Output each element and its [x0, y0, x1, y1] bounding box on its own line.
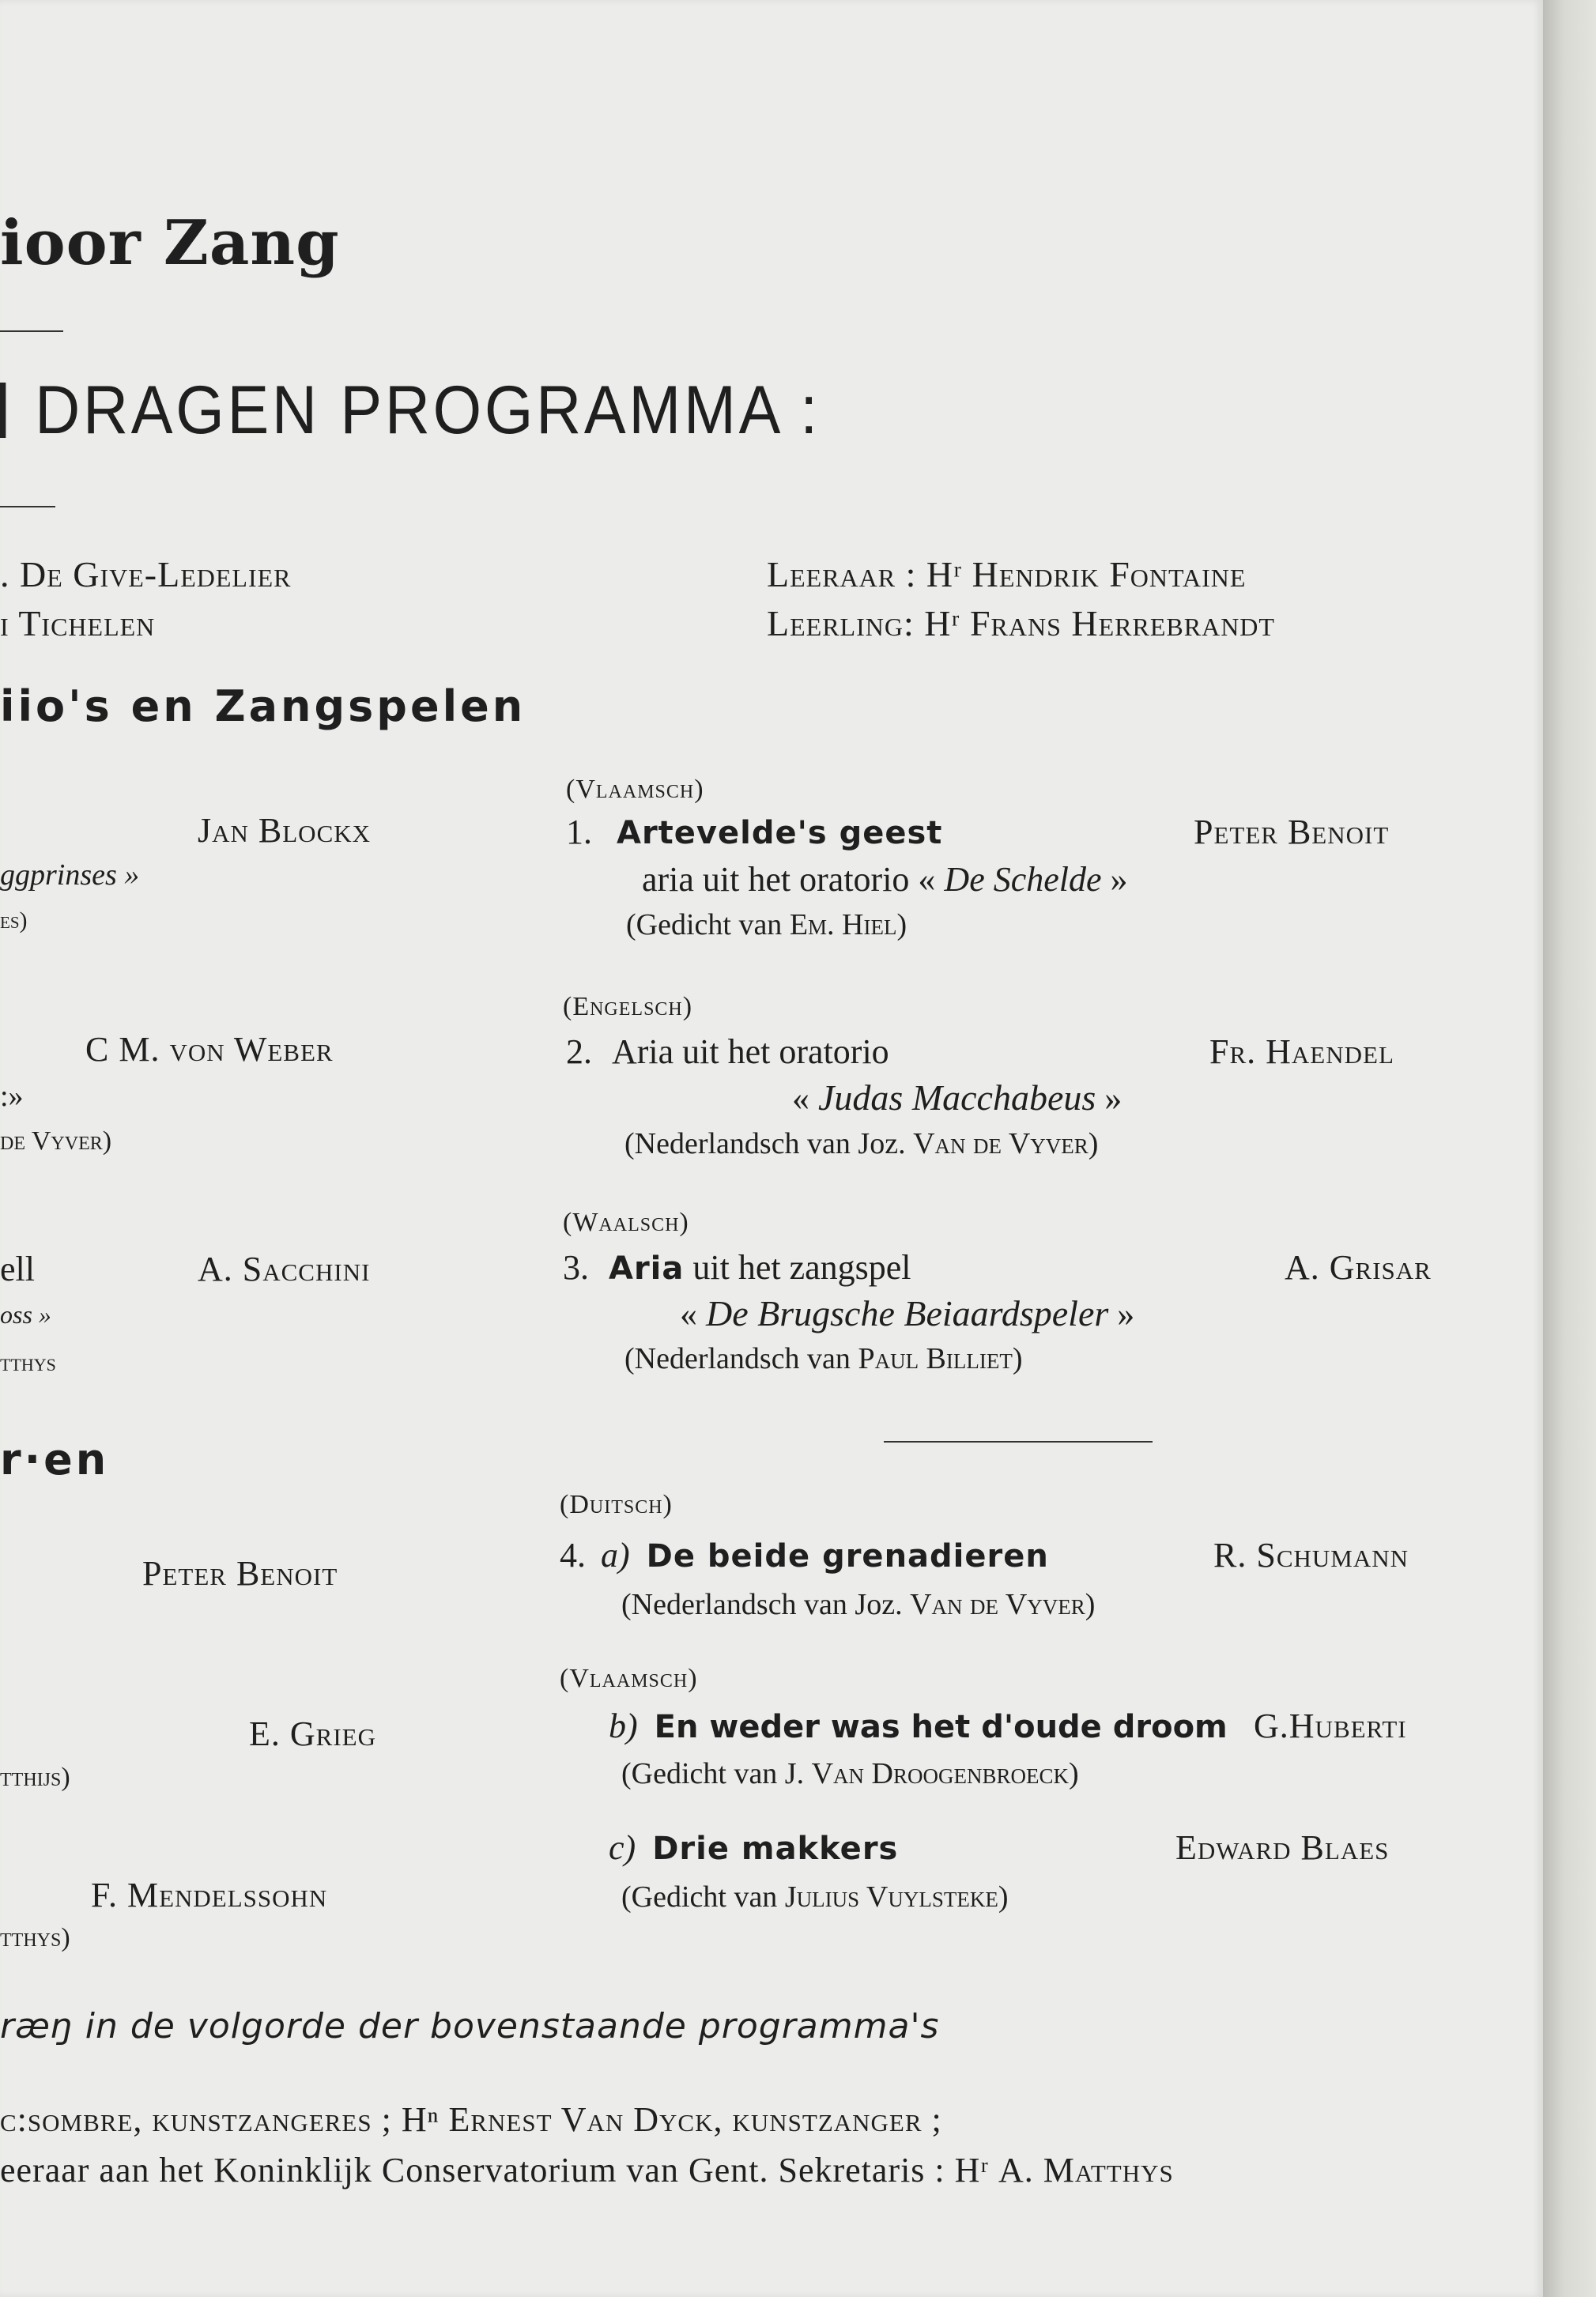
footer-line-2	[0, 2150, 1174, 2190]
item-2-number: 2.	[566, 1032, 592, 1071]
left-composer-4: Peter Benoit	[142, 1554, 338, 1593]
item-4b-credit-pre: (Gedicht van J.	[621, 1757, 805, 1790]
item-4b-title: En weder was het d'oude droom	[654, 1709, 1228, 1745]
item-3-credit-name: Paul Billiet)	[858, 1342, 1023, 1375]
item-3-subtitle	[680, 1292, 1134, 1334]
item-2-credit	[624, 1126, 1098, 1161]
item-4b-credit	[621, 1756, 1079, 1791]
left-composer-5: E. Grieg	[249, 1714, 376, 1753]
item-4a-letter: a)	[601, 1536, 630, 1575]
item-2-subtitle	[792, 1077, 1122, 1118]
item-1-sub-pre: aria uit het oratorio «	[642, 860, 936, 899]
item-2-sub-pre: «	[792, 1079, 809, 1118]
left-sub-2: :»	[0, 1080, 24, 1113]
item-3-sub-title: De Brugsche Beiaardspeler	[706, 1293, 1109, 1333]
left-note-5: tthijs)	[0, 1763, 70, 1792]
item-3-sub-pre: «	[680, 1295, 697, 1333]
section-heading-zang: ioor Zang	[0, 207, 340, 279]
item-4a-title: De beide grenadieren	[646, 1538, 1049, 1575]
left-note-2: de Vyver)	[0, 1126, 112, 1156]
item-4c-credit-pre: (Gedicht van	[621, 1880, 778, 1914]
item-4b-letter: b)	[609, 1707, 638, 1745]
section-heading-liederen: r·en	[0, 1435, 110, 1484]
item-1-title-line	[566, 812, 942, 852]
left-note-3: tthys	[0, 1348, 56, 1376]
item-1-sub-title: De Schelde	[944, 860, 1102, 899]
item-4a-credit-name: Van de Vyver)	[910, 1588, 1096, 1621]
item-4a-composer: R. Schumann	[1213, 1536, 1409, 1575]
order-note: ræŋ in de volgorde der bovenstaande programma's	[0, 2006, 940, 2046]
left-composer-6: F. Mendelssohn	[91, 1876, 328, 1914]
faculty-right-1: Leeraar : Hʳ Hendrik Fontaine	[767, 554, 1247, 594]
item-4b-language: (Vlaamsch)	[560, 1664, 698, 1693]
left-composer-3: A. Sacchini	[198, 1250, 371, 1288]
left-sub-1: ggprinses »	[0, 858, 140, 892]
programma-heading	[0, 372, 821, 450]
item-2-title: Aria uit het oratorio	[612, 1032, 889, 1071]
left-composer-1: Jan Blockx	[198, 811, 372, 850]
item-1-subtitle	[642, 859, 1128, 900]
item-4a-credit-pre: (Nederlandsch van Joz.	[621, 1588, 903, 1621]
footer-line-2-text: eeraar aan het Koninklijk Conservatorium van Gent. Sekretaris : Hʳ	[0, 2151, 989, 2190]
left-note-1: es)	[0, 907, 28, 934]
item-3-title: uit het zangspel	[692, 1248, 911, 1287]
heading-rule	[0, 330, 63, 332]
item-4a-credit	[621, 1587, 1095, 1622]
heading-rule-2	[0, 506, 55, 507]
footer-secretary-name: A. Matthys	[998, 2151, 1174, 2190]
item-4c-title-line	[609, 1827, 898, 1868]
left-note-6: tthys)	[0, 1923, 70, 1952]
item-3-title-bold: Aria	[609, 1250, 685, 1287]
section-heading-zangspelen: iio's en Zangspelen	[0, 681, 526, 731]
item-2-credit-pre: (Nederlandsch van Joz.	[624, 1127, 906, 1160]
faculty-right-2: Leerling: Hʳ Frans Herrebrandt	[767, 603, 1275, 643]
item-4b-title-line	[609, 1706, 1228, 1746]
item-1-number: 1.	[566, 813, 592, 851]
item-4a-title-line	[560, 1535, 1049, 1575]
item-1-credit-name: Em. Hiel)	[789, 908, 907, 941]
item-1-sub-post: »	[1110, 860, 1128, 899]
cut-letter-mark	[0, 383, 6, 438]
item-2-language: (Engelsch)	[563, 992, 693, 1021]
item-3-title-line	[563, 1247, 911, 1288]
item-2-sub-title: Judas Macchabeus	[818, 1077, 1096, 1118]
programma-heading-text: DRAGEN PROGRAMMA :	[35, 372, 821, 448]
item-2-sub-post: »	[1104, 1079, 1122, 1118]
left-composer-2: C M. von Weber	[85, 1030, 334, 1069]
faculty-left-2: ı Tichelen	[0, 603, 156, 643]
item-2-title-line	[566, 1032, 889, 1072]
item-3-language: (Waalsch)	[563, 1208, 689, 1237]
item-4b-composer: G.Huberti	[1254, 1707, 1407, 1745]
faculty-left-1: . De Give-Ledelier	[0, 554, 292, 594]
item-4b-credit-name: Van Droogenbroeck)	[811, 1757, 1079, 1790]
left-sub-prefix-3: ell	[0, 1250, 35, 1288]
item-3-credit-pre: (Nederlandsch van	[624, 1342, 851, 1375]
footer-line-1: c:sombre, kunstzangeres ; Hⁿ Ernest Van Dyck, kunstzanger ;	[0, 2100, 942, 2139]
item-1-title: Artevelde's geest	[617, 815, 943, 851]
item-1-composer: Peter Benoit	[1194, 813, 1390, 851]
item-2-composer: Fr. Haendel	[1209, 1032, 1394, 1071]
item-4-number: 4.	[560, 1536, 586, 1575]
item-1-language: (Vlaamsch)	[566, 775, 704, 804]
item-4c-letter: c)	[609, 1828, 636, 1867]
item-3-credit	[624, 1341, 1023, 1376]
item-4c-title: Drie makkers	[652, 1831, 899, 1867]
item-3-composer: A. Grisar	[1285, 1248, 1432, 1287]
item-2-credit-name: Van de Vyver)	[913, 1127, 1099, 1160]
item-3-number: 3.	[563, 1248, 589, 1287]
left-sub-3: oss »	[0, 1300, 51, 1329]
item-4a-language: (Duitsch)	[560, 1490, 673, 1519]
item-4c-credit	[621, 1880, 1009, 1914]
divider-rule	[884, 1441, 1153, 1443]
item-3-sub-post: »	[1117, 1295, 1135, 1333]
page-edge	[1543, 0, 1596, 2297]
item-1-credit	[626, 907, 907, 942]
item-4c-credit-name: Julius Vuylsteke)	[784, 1880, 1009, 1914]
item-1-credit-pre: (Gedicht van	[626, 908, 783, 941]
item-4c-composer: Edward Blaes	[1175, 1828, 1390, 1867]
